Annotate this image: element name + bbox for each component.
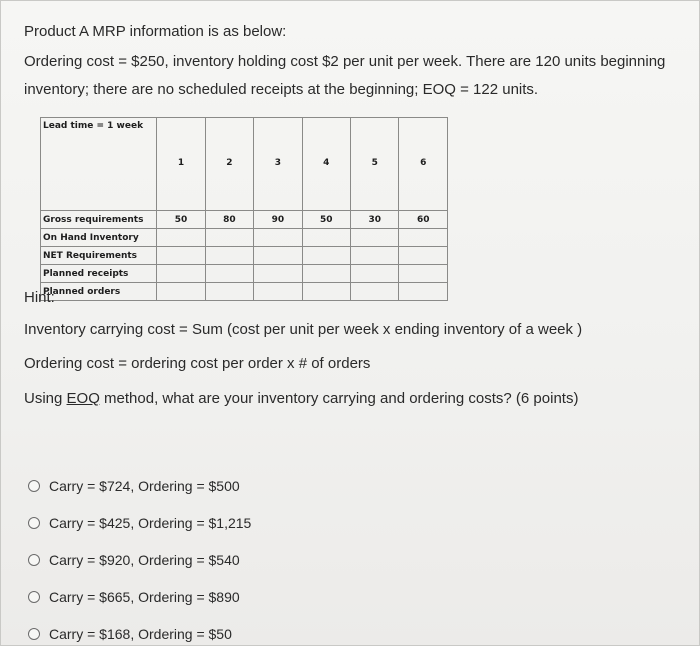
table-cell: [157, 229, 205, 247]
table-cell: [351, 229, 399, 247]
table-cell: [157, 265, 205, 283]
table-cell: [351, 247, 399, 265]
problem-line-1: Ordering cost = $250, inventory holding cost $2 per unit per week. There are 120 units beginning: [24, 53, 666, 70]
answer-option-label: Carry = $724, Ordering = $500: [49, 478, 240, 494]
table-cell: [302, 229, 350, 247]
on-hand-inventory-label: On Hand Inventory: [41, 229, 157, 247]
answer-option-label: Carry = $168, Ordering = $50: [49, 626, 232, 642]
answer-option-label: Carry = $425, Ordering = $1,215: [49, 515, 252, 531]
table-row: [41, 265, 448, 283]
table-cell: [399, 229, 448, 247]
hint-label: Hint:: [24, 289, 55, 306]
table-cell: [302, 283, 350, 301]
answer-option-label: Carry = $920, Ordering = $540: [49, 552, 240, 568]
gross-value: 50: [302, 211, 350, 229]
week-header: 2: [205, 118, 253, 211]
prompt-text: method, what are your inventory carrying and ordering costs? (6 points): [99, 390, 579, 407]
table-row: [41, 283, 448, 301]
gross-value: 80: [205, 211, 253, 229]
week-header: 5: [351, 118, 399, 211]
problem-line-2: inventory; there are no scheduled receipts at the beginning; EOQ = 122 units.: [24, 81, 539, 98]
radio-button[interactable]: [28, 554, 40, 566]
table-cell: [302, 247, 350, 265]
question-title: Product A MRP information is as below:: [24, 23, 287, 40]
table-cell: [351, 265, 399, 283]
table-cell: [205, 283, 253, 301]
hint-ordering-cost: Ordering cost = ordering cost per order x # of orders: [24, 355, 371, 372]
week-header: 1: [157, 118, 205, 211]
radio-button[interactable]: [28, 480, 40, 492]
table-row: [41, 211, 448, 229]
radio-button[interactable]: [28, 517, 40, 529]
table-cell: [351, 283, 399, 301]
radio-button[interactable]: [28, 591, 40, 603]
hint-carrying-cost: Inventory carrying cost = Sum (cost per unit per week x ending inventory of a week ): [24, 321, 583, 338]
week-header: 6: [399, 118, 448, 211]
table-cell: [399, 283, 448, 301]
table-cell: [302, 265, 350, 283]
radio-button[interactable]: [28, 628, 40, 640]
table-row: [41, 229, 448, 247]
table-row: [41, 247, 448, 265]
table-cell: [157, 247, 205, 265]
table-cell: [399, 265, 448, 283]
net-requirements-label: NET Requirements: [41, 247, 157, 265]
prompt-text: Using: [24, 390, 67, 407]
planned-orders-label: Planned orders: [41, 283, 157, 301]
table-cell: [254, 229, 302, 247]
planned-receipts-label: Planned receipts: [41, 265, 157, 283]
table-header-row: [41, 118, 448, 211]
answer-option[interactable]: [28, 587, 240, 607]
week-header: 3: [254, 118, 302, 211]
gross-value: 50: [157, 211, 205, 229]
gross-requirements-label: Gross requirements: [41, 211, 157, 229]
eoq-emphasis: EOQ: [66, 390, 100, 407]
gross-value: 90: [254, 211, 302, 229]
table-cell: [205, 265, 253, 283]
table-cell: [254, 283, 302, 301]
table-cell: [399, 247, 448, 265]
table-cell: [157, 283, 205, 301]
table-cell: [254, 247, 302, 265]
mrp-table: [40, 117, 448, 301]
table-cell: [254, 265, 302, 283]
table-cell: [205, 247, 253, 265]
gross-value: 60: [399, 211, 448, 229]
answer-option[interactable]: [28, 476, 240, 496]
table-cell: [205, 229, 253, 247]
week-header: 4: [302, 118, 350, 211]
answer-option[interactable]: [28, 624, 232, 644]
answer-option[interactable]: [28, 550, 240, 570]
answer-option-label: Carry = $665, Ordering = $890: [49, 589, 240, 605]
lead-time-label: Lead time = 1 week: [41, 118, 157, 211]
question-prompt: [24, 389, 578, 409]
answer-option[interactable]: [28, 513, 251, 533]
gross-value: 30: [351, 211, 399, 229]
